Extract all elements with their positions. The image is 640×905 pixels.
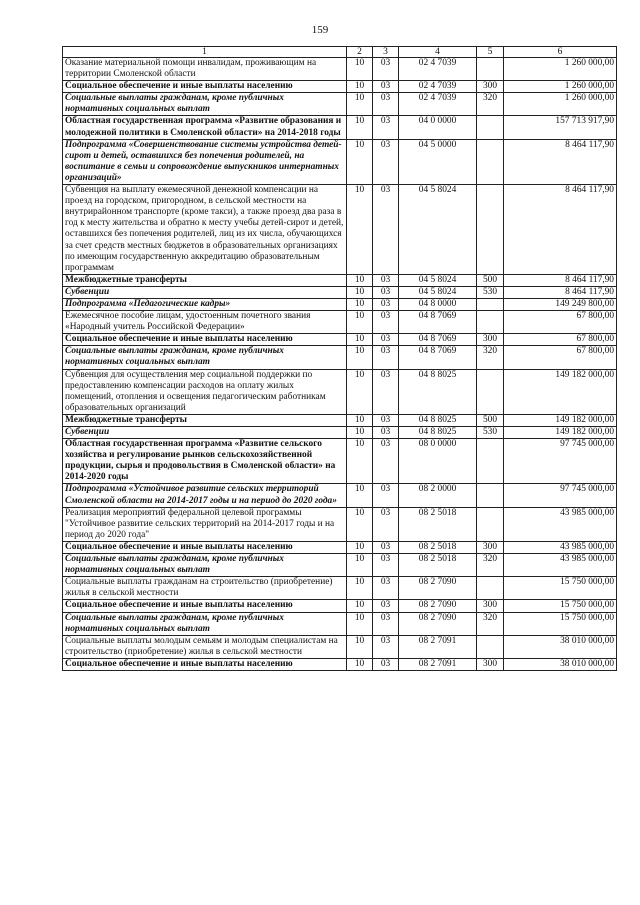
amount: 8 464 117,90 [504, 286, 617, 298]
budget-item-name: Межбюджетные трансферты [63, 414, 347, 426]
expense-type-code [477, 185, 504, 275]
table-row [63, 600, 617, 612]
target-article-code: 08 2 7091 [399, 658, 477, 670]
expense-type-code: 300 [477, 658, 504, 670]
budget-item-name: Субвенции [63, 286, 347, 298]
amount: 38 010 000,00 [504, 635, 617, 658]
section-code: 10 [347, 635, 373, 658]
budget-item-name: Реализация мероприятий федеральной целевой программы "Устойчивое развитие сельских территорий на 2014-2017 годы и на период до 2020 года" [63, 507, 347, 541]
subsection-code: 03 [373, 554, 399, 577]
subsection-code: 03 [373, 274, 399, 286]
section-code: 10 [347, 427, 373, 439]
section-code: 10 [347, 439, 373, 484]
budget-item-name: Оказание материальной помощи инвалидам, проживающим на территории Смоленской области [63, 58, 347, 81]
expense-type-code [477, 298, 504, 310]
section-code: 10 [347, 414, 373, 426]
budget-item-name: Социальное обеспечение и иные выплаты населению [63, 658, 347, 670]
table-row [63, 286, 617, 298]
amount: 15 750 000,00 [504, 577, 617, 600]
target-article-code: 04 5 8024 [399, 274, 477, 286]
amount: 38 010 000,00 [504, 658, 617, 670]
target-article-code: 08 2 7090 [399, 577, 477, 600]
table-row [63, 334, 617, 346]
target-article-code: 04 8 8025 [399, 414, 477, 426]
table-row [63, 346, 617, 369]
budget-item-name: Социальное обеспечение и иные выплаты населению [63, 81, 347, 93]
subsection-code: 03 [373, 600, 399, 612]
table-row [63, 612, 617, 635]
column-header: 2 [347, 47, 373, 58]
expense-type-code: 320 [477, 612, 504, 635]
target-article-code: 04 8 8025 [399, 369, 477, 414]
subsection-code: 03 [373, 414, 399, 426]
expense-type-code: 530 [477, 286, 504, 298]
subsection-code: 03 [373, 577, 399, 600]
expense-type-code: 300 [477, 541, 504, 553]
column-number-header [63, 47, 617, 58]
table-row [63, 81, 617, 93]
section-code: 10 [347, 541, 373, 553]
subsection-code: 03 [373, 635, 399, 658]
amount: 67 800,00 [504, 346, 617, 369]
table-row [63, 139, 617, 184]
amount: 1 260 000,00 [504, 58, 617, 81]
target-article-code: 04 8 8025 [399, 427, 477, 439]
column-header: 5 [477, 47, 504, 58]
amount: 67 800,00 [504, 334, 617, 346]
amount: 97 745 000,00 [504, 439, 617, 484]
subsection-code: 03 [373, 311, 399, 334]
target-article-code: 08 2 7090 [399, 600, 477, 612]
section-code: 10 [347, 600, 373, 612]
subsection-code: 03 [373, 369, 399, 414]
target-article-code: 04 5 8024 [399, 185, 477, 275]
budget-item-name: Субвенция на выплату ежемесячной денежной компенсации на проезд на городском, пригородном, в сельской местности на внутрирайонном транспорте (кроме такси), а также проезд два раза в год к месту жительства и обратно к месту учебы детей-сирот и детей, оставшихся без попечения родителей, лиц из их числа, обучающихся за счет средств местных бюджетов в образовательных организациях по имеющим государственную аккредитацию образовательным программам [63, 185, 347, 275]
expense-type-code [477, 439, 504, 484]
section-code: 10 [347, 139, 373, 184]
subsection-code: 03 [373, 427, 399, 439]
section-code: 10 [347, 369, 373, 414]
amount: 97 745 000,00 [504, 484, 617, 507]
subsection-code: 03 [373, 93, 399, 116]
budget-item-name: Межбюджетные трансферты [63, 274, 347, 286]
expense-type-code [477, 369, 504, 414]
amount: 43 985 000,00 [504, 507, 617, 541]
subsection-code: 03 [373, 658, 399, 670]
amount: 15 750 000,00 [504, 600, 617, 612]
subsection-code: 03 [373, 286, 399, 298]
budget-item-name: Социальные выплаты гражданам на строительство (приобретение) жилья в сельской местности [63, 577, 347, 600]
section-code: 10 [347, 658, 373, 670]
expense-type-code [477, 507, 504, 541]
subsection-code: 03 [373, 541, 399, 553]
section-code: 10 [347, 81, 373, 93]
subsection-code: 03 [373, 346, 399, 369]
budget-item-name: Подпрограмма «Устойчивое развитие сельских территорий Смоленской области на 2014-2017 годы и на период до 2020 года» [63, 484, 347, 507]
page-number: 159 [311, 24, 329, 36]
table-row [63, 439, 617, 484]
budget-item-name: Социальное обеспечение и иные выплаты населению [63, 541, 347, 553]
budget-item-name: Подпрограмма «Педагогические кадры» [63, 298, 347, 310]
subsection-code: 03 [373, 612, 399, 635]
budget-item-name: Социальные выплаты гражданам, кроме публичных нормативных социальных выплат [63, 554, 347, 577]
amount: 8 464 117,90 [504, 185, 617, 275]
expense-type-code [477, 139, 504, 184]
expense-type-code [477, 484, 504, 507]
amount: 157 713 917,90 [504, 116, 617, 139]
subsection-code: 03 [373, 298, 399, 310]
target-article-code: 02 4 7039 [399, 81, 477, 93]
section-code: 10 [347, 577, 373, 600]
section-code: 10 [347, 484, 373, 507]
table-row [63, 507, 617, 541]
amount: 1 260 000,00 [504, 93, 617, 116]
target-article-code: 08 2 7090 [399, 612, 477, 635]
budget-item-name: Субвенции [63, 427, 347, 439]
subsection-code: 03 [373, 334, 399, 346]
expense-type-code [477, 58, 504, 81]
target-article-code: 04 8 7069 [399, 346, 477, 369]
expense-type-code [477, 311, 504, 334]
table-row [63, 577, 617, 600]
table-row [63, 484, 617, 507]
expense-type-code: 300 [477, 600, 504, 612]
target-article-code: 08 2 5018 [399, 554, 477, 577]
target-article-code: 04 8 0000 [399, 298, 477, 310]
subsection-code: 03 [373, 116, 399, 139]
budget-item-name: Социальное обеспечение и иные выплаты населению [63, 334, 347, 346]
subsection-code: 03 [373, 139, 399, 184]
target-article-code: 04 0 0000 [399, 116, 477, 139]
target-article-code: 08 2 5018 [399, 507, 477, 541]
expense-type-code: 320 [477, 554, 504, 577]
amount: 1 260 000,00 [504, 81, 617, 93]
section-code: 10 [347, 311, 373, 334]
target-article-code: 08 2 0000 [399, 484, 477, 507]
section-code: 10 [347, 116, 373, 139]
table-row [63, 554, 617, 577]
amount: 149 182 000,00 [504, 427, 617, 439]
expense-type-code: 500 [477, 274, 504, 286]
budget-item-name: Областная государственная программа «Развитие сельского хозяйства и регулирование рынков сельскохозяйственной продукции, сырья и продовольствия в Смоленской области» на 2014-2020 годы [63, 439, 347, 484]
subsection-code: 03 [373, 81, 399, 93]
section-code: 10 [347, 93, 373, 116]
amount: 8 464 117,90 [504, 139, 617, 184]
subsection-code: 03 [373, 439, 399, 484]
target-article-code: 08 0 0000 [399, 439, 477, 484]
budget-item-name: Ежемесячное пособие лицам, удостоенным почетного звания «Народный учитель Российской Федерации» [63, 311, 347, 334]
target-article-code: 04 8 7069 [399, 334, 477, 346]
section-code: 10 [347, 58, 373, 81]
amount: 43 985 000,00 [504, 541, 617, 553]
target-article-code: 08 2 5018 [399, 541, 477, 553]
column-header: 6 [504, 47, 617, 58]
expense-type-code [477, 577, 504, 600]
table-row [63, 427, 617, 439]
table-row [63, 116, 617, 139]
table-row [63, 185, 617, 275]
subsection-code: 03 [373, 507, 399, 541]
section-code: 10 [347, 612, 373, 635]
amount: 43 985 000,00 [504, 554, 617, 577]
budget-table [62, 46, 617, 671]
expense-type-code: 320 [477, 93, 504, 116]
amount: 149 249 800,00 [504, 298, 617, 310]
budget-item-name: Субвенция для осуществления мер социальной поддержки по предоставлению компенсации расходов на оплату жилых помещений, отопления и освещения педагогическим работникам образовательных организаций [63, 369, 347, 414]
section-code: 10 [347, 334, 373, 346]
amount: 15 750 000,00 [504, 612, 617, 635]
column-header: 3 [373, 47, 399, 58]
table-row [63, 274, 617, 286]
section-code: 10 [347, 507, 373, 541]
table-row [63, 658, 617, 670]
amount: 8 464 117,90 [504, 274, 617, 286]
column-header: 1 [63, 47, 347, 58]
budget-item-name: Социальные выплаты гражданам, кроме публичных нормативных социальных выплат [63, 612, 347, 635]
expense-type-code [477, 635, 504, 658]
section-code: 10 [347, 274, 373, 286]
table-row [63, 311, 617, 334]
target-article-code: 02 4 7039 [399, 93, 477, 116]
expense-type-code [477, 116, 504, 139]
section-code: 10 [347, 185, 373, 275]
subsection-code: 03 [373, 58, 399, 81]
section-code: 10 [347, 346, 373, 369]
table-row [63, 93, 617, 116]
target-article-code: 04 5 0000 [399, 139, 477, 184]
column-header: 4 [399, 47, 477, 58]
table-row [63, 414, 617, 426]
table-row [63, 541, 617, 553]
section-code: 10 [347, 298, 373, 310]
expense-type-code: 500 [477, 414, 504, 426]
expense-type-code: 300 [477, 334, 504, 346]
section-code: 10 [347, 286, 373, 298]
expense-type-code: 530 [477, 427, 504, 439]
budget-item-name: Подпрограмма «Совершенствование системы устройства детей-сирот и детей, оставшихся без попечения родителей, на воспитание в семьи и сопровождение выпускников интернатных организаций» [63, 139, 347, 184]
budget-item-name: Социальные выплаты молодым семьям и молодым специалистам на строительство (приобретение) жилья в сельской местности [63, 635, 347, 658]
amount: 149 182 000,00 [504, 414, 617, 426]
expense-type-code: 320 [477, 346, 504, 369]
budget-table-body [63, 58, 617, 671]
target-article-code: 04 5 8024 [399, 286, 477, 298]
budget-item-name: Областная государственная программа «Развитие образования и молодежной политики в Смоленской области» на 2014-2018 годы [63, 116, 347, 139]
amount: 149 182 000,00 [504, 369, 617, 414]
table-row [63, 635, 617, 658]
table-row [63, 58, 617, 81]
target-article-code: 02 4 7039 [399, 58, 477, 81]
budget-item-name: Социальные выплаты гражданам, кроме публичных нормативных социальных выплат [63, 93, 347, 116]
budget-item-name: Социальные выплаты гражданам, кроме публичных нормативных социальных выплат [63, 346, 347, 369]
target-article-code: 04 8 7069 [399, 311, 477, 334]
subsection-code: 03 [373, 185, 399, 275]
subsection-code: 03 [373, 484, 399, 507]
section-code: 10 [347, 554, 373, 577]
table-row [63, 298, 617, 310]
table-row [63, 369, 617, 414]
amount: 67 800,00 [504, 311, 617, 334]
expense-type-code: 300 [477, 81, 504, 93]
target-article-code: 08 2 7091 [399, 635, 477, 658]
budget-item-name: Социальное обеспечение и иные выплаты населению [63, 600, 347, 612]
